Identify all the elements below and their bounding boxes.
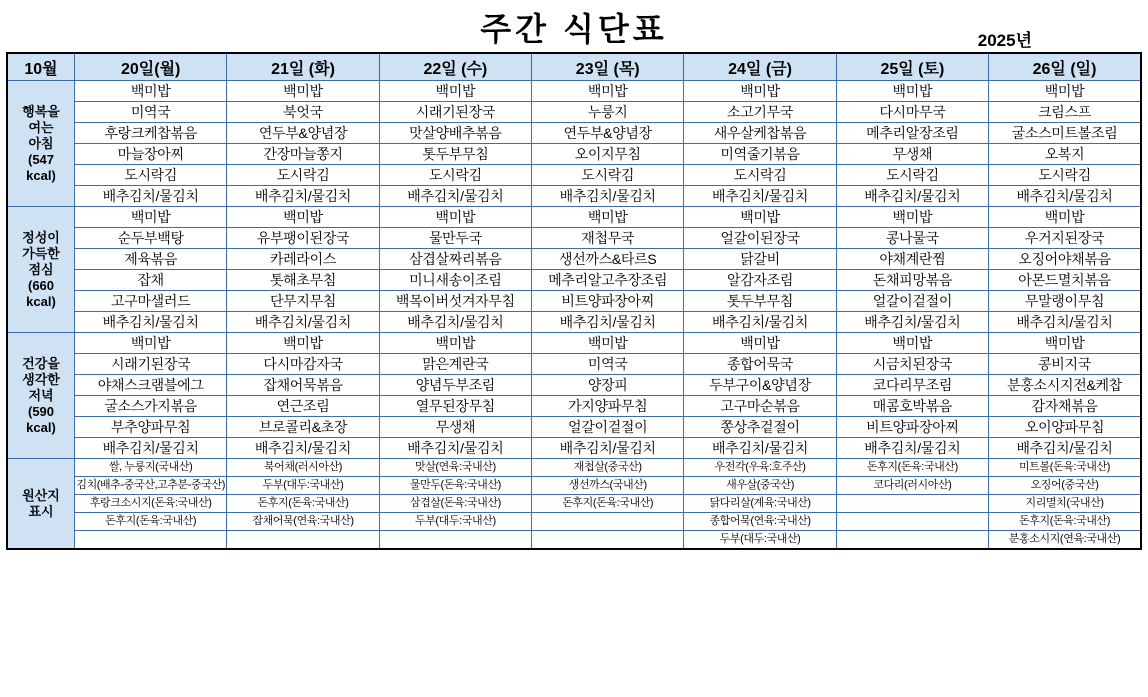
menu-item: 순두부백탕 <box>75 228 227 249</box>
meal-label-line: (547 <box>27 151 55 167</box>
meal-label-line: 저녁 <box>28 387 54 403</box>
origin-item: 돈후지(돈육:국내산) <box>75 513 227 531</box>
menu-item: 고구마순볶음 <box>684 396 836 417</box>
menu-item: 닭갈비 <box>684 249 836 270</box>
menu-item: 매콤호박볶음 <box>836 396 988 417</box>
menu-item: 백미밥 <box>379 333 531 354</box>
menu-item: 도시락김 <box>379 165 531 186</box>
menu-item: 백미밥 <box>684 81 836 102</box>
menu-item: 무생채 <box>379 417 531 438</box>
origin-item: 생선까스(국내산) <box>532 477 684 495</box>
menu-item: 미역국 <box>75 102 227 123</box>
meal-label-dinner <box>7 333 75 459</box>
menu-item: 굴소스가지볶음 <box>75 396 227 417</box>
origin-item <box>532 513 684 531</box>
page-title: 주간 식단표 <box>480 11 668 47</box>
menu-item: 오이양파무침 <box>989 417 1141 438</box>
origin-item: 우전각(우육:호주산) <box>684 459 836 477</box>
origin-item <box>379 531 531 550</box>
table-row <box>7 270 1141 291</box>
menu-item: 배추김치/물김치 <box>75 186 227 207</box>
menu-item: 배추김치/물김치 <box>684 186 836 207</box>
menu-item: 도시락김 <box>75 165 227 186</box>
menu-item: 백미밥 <box>836 207 988 228</box>
menu-item: 오징어야채볶음 <box>989 249 1141 270</box>
menu-item: 백미밥 <box>227 81 379 102</box>
menu-item: 톳해초무침 <box>227 270 379 291</box>
menu-item: 백미밥 <box>379 81 531 102</box>
menu-item: 다시마무국 <box>836 102 988 123</box>
header-day-tue: 21일 (화) <box>227 53 379 81</box>
origin-item: 돈후지(돈육:국내산) <box>989 513 1141 531</box>
table-row <box>7 207 1141 228</box>
origin-item: 분홍소시지(연육:국내산) <box>989 531 1141 550</box>
meal-label-line: kcal) <box>26 293 56 309</box>
menu-item: 우거지된장국 <box>989 228 1141 249</box>
header-day-wed: 22일 (수) <box>379 53 531 81</box>
menu-item: 백미밥 <box>989 207 1141 228</box>
menu-item: 배추김치/물김치 <box>836 438 988 459</box>
menu-item: 코다리무조림 <box>836 375 988 396</box>
menu-item: 얼갈이겉절이 <box>532 417 684 438</box>
origin-item: 돈후지(돈육:국내산) <box>836 459 988 477</box>
menu-item: 잡채어묵볶음 <box>227 375 379 396</box>
menu-item: 배추김치/물김치 <box>684 438 836 459</box>
table-row <box>7 459 1141 477</box>
header-day-fri: 24일 (금) <box>684 53 836 81</box>
menu-item: 양념두부조림 <box>379 375 531 396</box>
table-row <box>7 495 1141 513</box>
menu-item: 브로콜리&초장 <box>227 417 379 438</box>
menu-item: 야채계란찜 <box>836 249 988 270</box>
menu-item: 시금치된장국 <box>836 354 988 375</box>
menu-item: 백미밥 <box>227 207 379 228</box>
menu-item: 재첩무국 <box>532 228 684 249</box>
menu-item: 분홍소시지전&케찹 <box>989 375 1141 396</box>
origin-item: 두부(대두:국내산) <box>379 513 531 531</box>
table-row <box>7 438 1141 459</box>
menu-item: 비트양파장아찌 <box>532 291 684 312</box>
menu-item: 콩나물국 <box>836 228 988 249</box>
header-day-thu: 23일 (목) <box>532 53 684 81</box>
menu-item: 얼갈이된장국 <box>684 228 836 249</box>
meal-label-line: 여는 <box>28 119 54 135</box>
weekly-menu-table <box>6 52 1142 550</box>
table-row <box>7 165 1141 186</box>
origin-item <box>532 531 684 550</box>
menu-item: 백미밥 <box>684 333 836 354</box>
table-row <box>7 513 1141 531</box>
origin-item <box>836 531 988 550</box>
menu-item: 다시마감자국 <box>227 354 379 375</box>
menu-item: 백미밥 <box>532 333 684 354</box>
menu-item: 백미밥 <box>75 333 227 354</box>
table-row <box>7 354 1141 375</box>
menu-item: 물만두국 <box>379 228 531 249</box>
origin-item: 코다리(러시아산) <box>836 477 988 495</box>
origin-item: 북어채(러시아산) <box>227 459 379 477</box>
menu-item: 배추김치/물김치 <box>379 438 531 459</box>
menu-item: 후랑크케찹볶음 <box>75 123 227 144</box>
origin-item <box>75 531 227 550</box>
menu-item: 백미밥 <box>532 81 684 102</box>
menu-item: 미역국 <box>532 354 684 375</box>
origin-item: 맛살(연육:국내산) <box>379 459 531 477</box>
table-row <box>7 228 1141 249</box>
meal-label-line: (660 <box>27 277 55 293</box>
table-row <box>7 477 1141 495</box>
menu-item: 맛살양배추볶음 <box>379 123 531 144</box>
origin-label <box>7 459 75 550</box>
menu-item: 종합어묵국 <box>684 354 836 375</box>
menu-item: 톳두부무침 <box>379 144 531 165</box>
table-row <box>7 249 1141 270</box>
origin-item: 두부(대두:국내산) <box>684 531 836 550</box>
origin-item: 잡채어묵(연육:국내산) <box>227 513 379 531</box>
menu-item: 콩비지국 <box>989 354 1141 375</box>
origin-item <box>836 513 988 531</box>
origin-item: 재첩살(중국산) <box>532 459 684 477</box>
menu-item: 배추김치/물김치 <box>75 312 227 333</box>
meal-label-line: 건강을 <box>22 355 60 371</box>
menu-item: 쫑상추겉절이 <box>684 417 836 438</box>
table-row <box>7 144 1141 165</box>
menu-item: 간장마늘쫑지 <box>227 144 379 165</box>
table-row <box>7 417 1141 438</box>
menu-item: 얼갈이겉절이 <box>836 291 988 312</box>
header-day-sun: 26일 (일) <box>989 53 1141 81</box>
meal-label-line: 정성이 <box>22 229 60 245</box>
menu-item: 알감자조림 <box>684 270 836 291</box>
menu-item: 배추김치/물김치 <box>684 312 836 333</box>
menu-item: 연근조림 <box>227 396 379 417</box>
menu-item: 생선까스&타르S <box>532 249 684 270</box>
origin-item: 새우살(중국산) <box>684 477 836 495</box>
menu-item: 야채스크램블에그 <box>75 375 227 396</box>
menu-item: 잡채 <box>75 270 227 291</box>
menu-item: 배추김치/물김치 <box>836 186 988 207</box>
table-row <box>7 123 1141 144</box>
menu-item: 부추양파무침 <box>75 417 227 438</box>
origin-item: 물만두(돈육:국내산) <box>379 477 531 495</box>
menu-item: 배추김치/물김치 <box>532 186 684 207</box>
meal-label-line: 생각한 <box>22 371 60 387</box>
menu-item: 시래기된장국 <box>379 102 531 123</box>
table-row <box>7 102 1141 123</box>
origin-item: 종합어묵(연육:국내산) <box>684 513 836 531</box>
menu-item: 유부팽이된장국 <box>227 228 379 249</box>
menu-item: 배추김치/물김치 <box>227 312 379 333</box>
table-row <box>7 333 1141 354</box>
menu-item: 배추김치/물김치 <box>379 186 531 207</box>
table-row <box>7 375 1141 396</box>
meal-label-line: kcal) <box>26 419 56 435</box>
menu-item: 도시락김 <box>989 165 1141 186</box>
table-row <box>7 396 1141 417</box>
menu-item: 두부구이&양념장 <box>684 375 836 396</box>
origin-item: 돈후지(돈육:국내산) <box>532 495 684 513</box>
table-row <box>7 186 1141 207</box>
table-header-row <box>7 53 1141 81</box>
menu-item: 무말랭이무침 <box>989 291 1141 312</box>
menu-item: 백미밥 <box>227 333 379 354</box>
menu-item: 마늘장아찌 <box>75 144 227 165</box>
menu-item: 카레라이스 <box>227 249 379 270</box>
menu-item: 백목이버섯겨자무침 <box>379 291 531 312</box>
year-label: 2025년 <box>977 31 1032 50</box>
menu-item: 배추김치/물김치 <box>227 438 379 459</box>
menu-item: 무생채 <box>836 144 988 165</box>
menu-item: 백미밥 <box>836 81 988 102</box>
menu-item: 배추김치/물김치 <box>989 312 1141 333</box>
meal-label-line: kcal) <box>26 167 56 183</box>
header-day-sat: 25일 (토) <box>836 53 988 81</box>
origin-item: 오징어(중국산) <box>989 477 1141 495</box>
menu-item: 북엇국 <box>227 102 379 123</box>
menu-item: 톳두부무침 <box>684 291 836 312</box>
menu-item: 백미밥 <box>684 207 836 228</box>
menu-item: 연두부&양념장 <box>227 123 379 144</box>
origin-item: 지리멸치(국내산) <box>989 495 1141 513</box>
menu-item: 비트양파장아찌 <box>836 417 988 438</box>
menu-item: 메추리알장조림 <box>836 123 988 144</box>
menu-item: 고구마샐러드 <box>75 291 227 312</box>
menu-item: 백미밥 <box>836 333 988 354</box>
origin-item <box>227 531 379 550</box>
menu-item: 아몬드멸치볶음 <box>989 270 1141 291</box>
menu-item: 굴소스미트볼조림 <box>989 123 1141 144</box>
meal-label-lunch <box>7 207 75 333</box>
origin-item: 미트볼(돈육:국내산) <box>989 459 1141 477</box>
menu-item: 도시락김 <box>836 165 988 186</box>
menu-item: 미니새송이조림 <box>379 270 531 291</box>
meal-label-line: (590 <box>27 403 55 419</box>
meal-label-line: 점심 <box>28 261 54 277</box>
menu-item: 백미밥 <box>989 333 1141 354</box>
origin-item: 두부(대두:국내산) <box>227 477 379 495</box>
menu-item: 새우살케찹볶음 <box>684 123 836 144</box>
header-day-mon: 20일(월) <box>75 53 227 81</box>
menu-item: 배추김치/물김치 <box>989 186 1141 207</box>
origin-item: 닭다리살(계육:국내산) <box>684 495 836 513</box>
menu-item: 도시락김 <box>532 165 684 186</box>
menu-item: 크림스프 <box>989 102 1141 123</box>
menu-item: 배추김치/물김치 <box>379 312 531 333</box>
table-row <box>7 312 1141 333</box>
meal-label-line: 가득한 <box>22 245 60 261</box>
origin-label-line: 표시 <box>28 503 54 519</box>
meal-label-line: 행복을 <box>22 103 60 119</box>
table-row <box>7 81 1141 102</box>
menu-item: 오복지 <box>989 144 1141 165</box>
menu-item: 양장피 <box>532 375 684 396</box>
menu-item: 시래기된장국 <box>75 354 227 375</box>
meal-label-line: 아침 <box>28 135 54 151</box>
origin-item: 후랑크소시지(돈육:국내산) <box>75 495 227 513</box>
title-bar <box>6 0 1142 52</box>
menu-item: 단무지무침 <box>227 291 379 312</box>
menu-item: 백미밥 <box>379 207 531 228</box>
menu-item: 배추김치/물김치 <box>75 438 227 459</box>
meal-label-breakfast <box>7 81 75 207</box>
menu-item: 삼겹살짜리볶음 <box>379 249 531 270</box>
table-row <box>7 531 1141 550</box>
menu-item: 제육볶음 <box>75 249 227 270</box>
menu-item: 배추김치/물김치 <box>532 312 684 333</box>
menu-item: 배추김치/물김치 <box>532 438 684 459</box>
menu-item: 누룽지 <box>532 102 684 123</box>
menu-item: 배추김치/물김치 <box>989 438 1141 459</box>
header-month: 10월 <box>7 53 75 81</box>
menu-item: 감자채볶음 <box>989 396 1141 417</box>
menu-item: 배추김치/물김치 <box>836 312 988 333</box>
origin-label-line: 원산지 <box>22 487 60 503</box>
menu-item: 백미밥 <box>75 207 227 228</box>
menu-item: 배추김치/물김치 <box>227 186 379 207</box>
menu-item: 열무된장무침 <box>379 396 531 417</box>
origin-item <box>836 495 988 513</box>
menu-item: 도시락김 <box>684 165 836 186</box>
menu-item: 소고기무국 <box>684 102 836 123</box>
menu-item: 도시락김 <box>227 165 379 186</box>
menu-item: 오이지무침 <box>532 144 684 165</box>
menu-item: 메추리알고추장조림 <box>532 270 684 291</box>
menu-item: 가지양파무침 <box>532 396 684 417</box>
menu-item: 백미밥 <box>532 207 684 228</box>
menu-item: 미역줄기볶음 <box>684 144 836 165</box>
origin-item: 쌀, 누룽지(국내산) <box>75 459 227 477</box>
table-row <box>7 291 1141 312</box>
origin-item: 삼겹살(돈육:국내산) <box>379 495 531 513</box>
menu-item: 연두부&양념장 <box>532 123 684 144</box>
menu-item: 백미밥 <box>75 81 227 102</box>
menu-item: 맑은계란국 <box>379 354 531 375</box>
menu-item: 백미밥 <box>989 81 1141 102</box>
menu-item: 돈채피망볶음 <box>836 270 988 291</box>
origin-item: 김치(배추-중국산,고추분-중국산) <box>75 477 227 495</box>
origin-item: 돈후지(돈육:국내산) <box>227 495 379 513</box>
